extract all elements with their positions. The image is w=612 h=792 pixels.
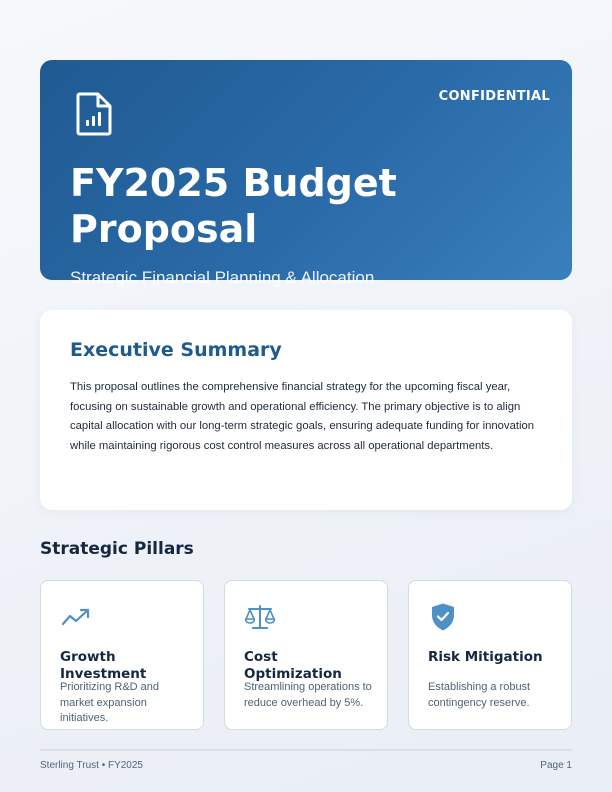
trend-up-icon	[60, 603, 92, 631]
pillar-title: Cost Optimization	[244, 649, 342, 682]
executive-summary-body: This proposal outlines the comprehensive financial strategy for the upcoming fiscal year, focusing on sustainable growth and operational efficiency. The primary objective is to align capital allocation with our long-term strategic goals, ensuring adequate funding for innovation while maintaining rigorous cost control measures across all operational departments.	[70, 381, 535, 452]
footer-organization: Sterling Trust • FY2025	[40, 760, 143, 771]
hero-banner	[40, 60, 572, 280]
pillar-description: Streamlining operations to reduce overhead by 5%.	[244, 681, 372, 709]
balance-scale-icon	[244, 603, 276, 631]
pillar-card-growth	[40, 580, 204, 730]
page-title: FY2025 Budget Proposal	[70, 161, 397, 251]
executive-summary-heading: Executive Summary	[70, 339, 282, 361]
pillar-description: Prioritizing R&D and market expansion initiatives.	[60, 681, 160, 724]
footer-divider	[40, 749, 572, 751]
pillar-card-cost	[224, 580, 388, 730]
shield-check-icon	[428, 603, 460, 631]
document-chart-icon	[76, 92, 112, 136]
executive-summary-card	[40, 310, 572, 510]
pillar-title: Risk Mitigation	[428, 649, 543, 665]
pillar-card-risk	[408, 580, 572, 730]
pillar-description: Establishing a robust contingency reserve.	[428, 681, 531, 709]
page-subtitle: Strategic Financial Planning & Allocation	[70, 268, 375, 287]
pillar-title: Growth Investment	[60, 649, 147, 682]
footer-page-number: Page 1	[540, 760, 572, 771]
confidential-badge: CONFIDENTIAL	[438, 89, 550, 104]
strategic-pillars-heading: Strategic Pillars	[40, 539, 194, 559]
